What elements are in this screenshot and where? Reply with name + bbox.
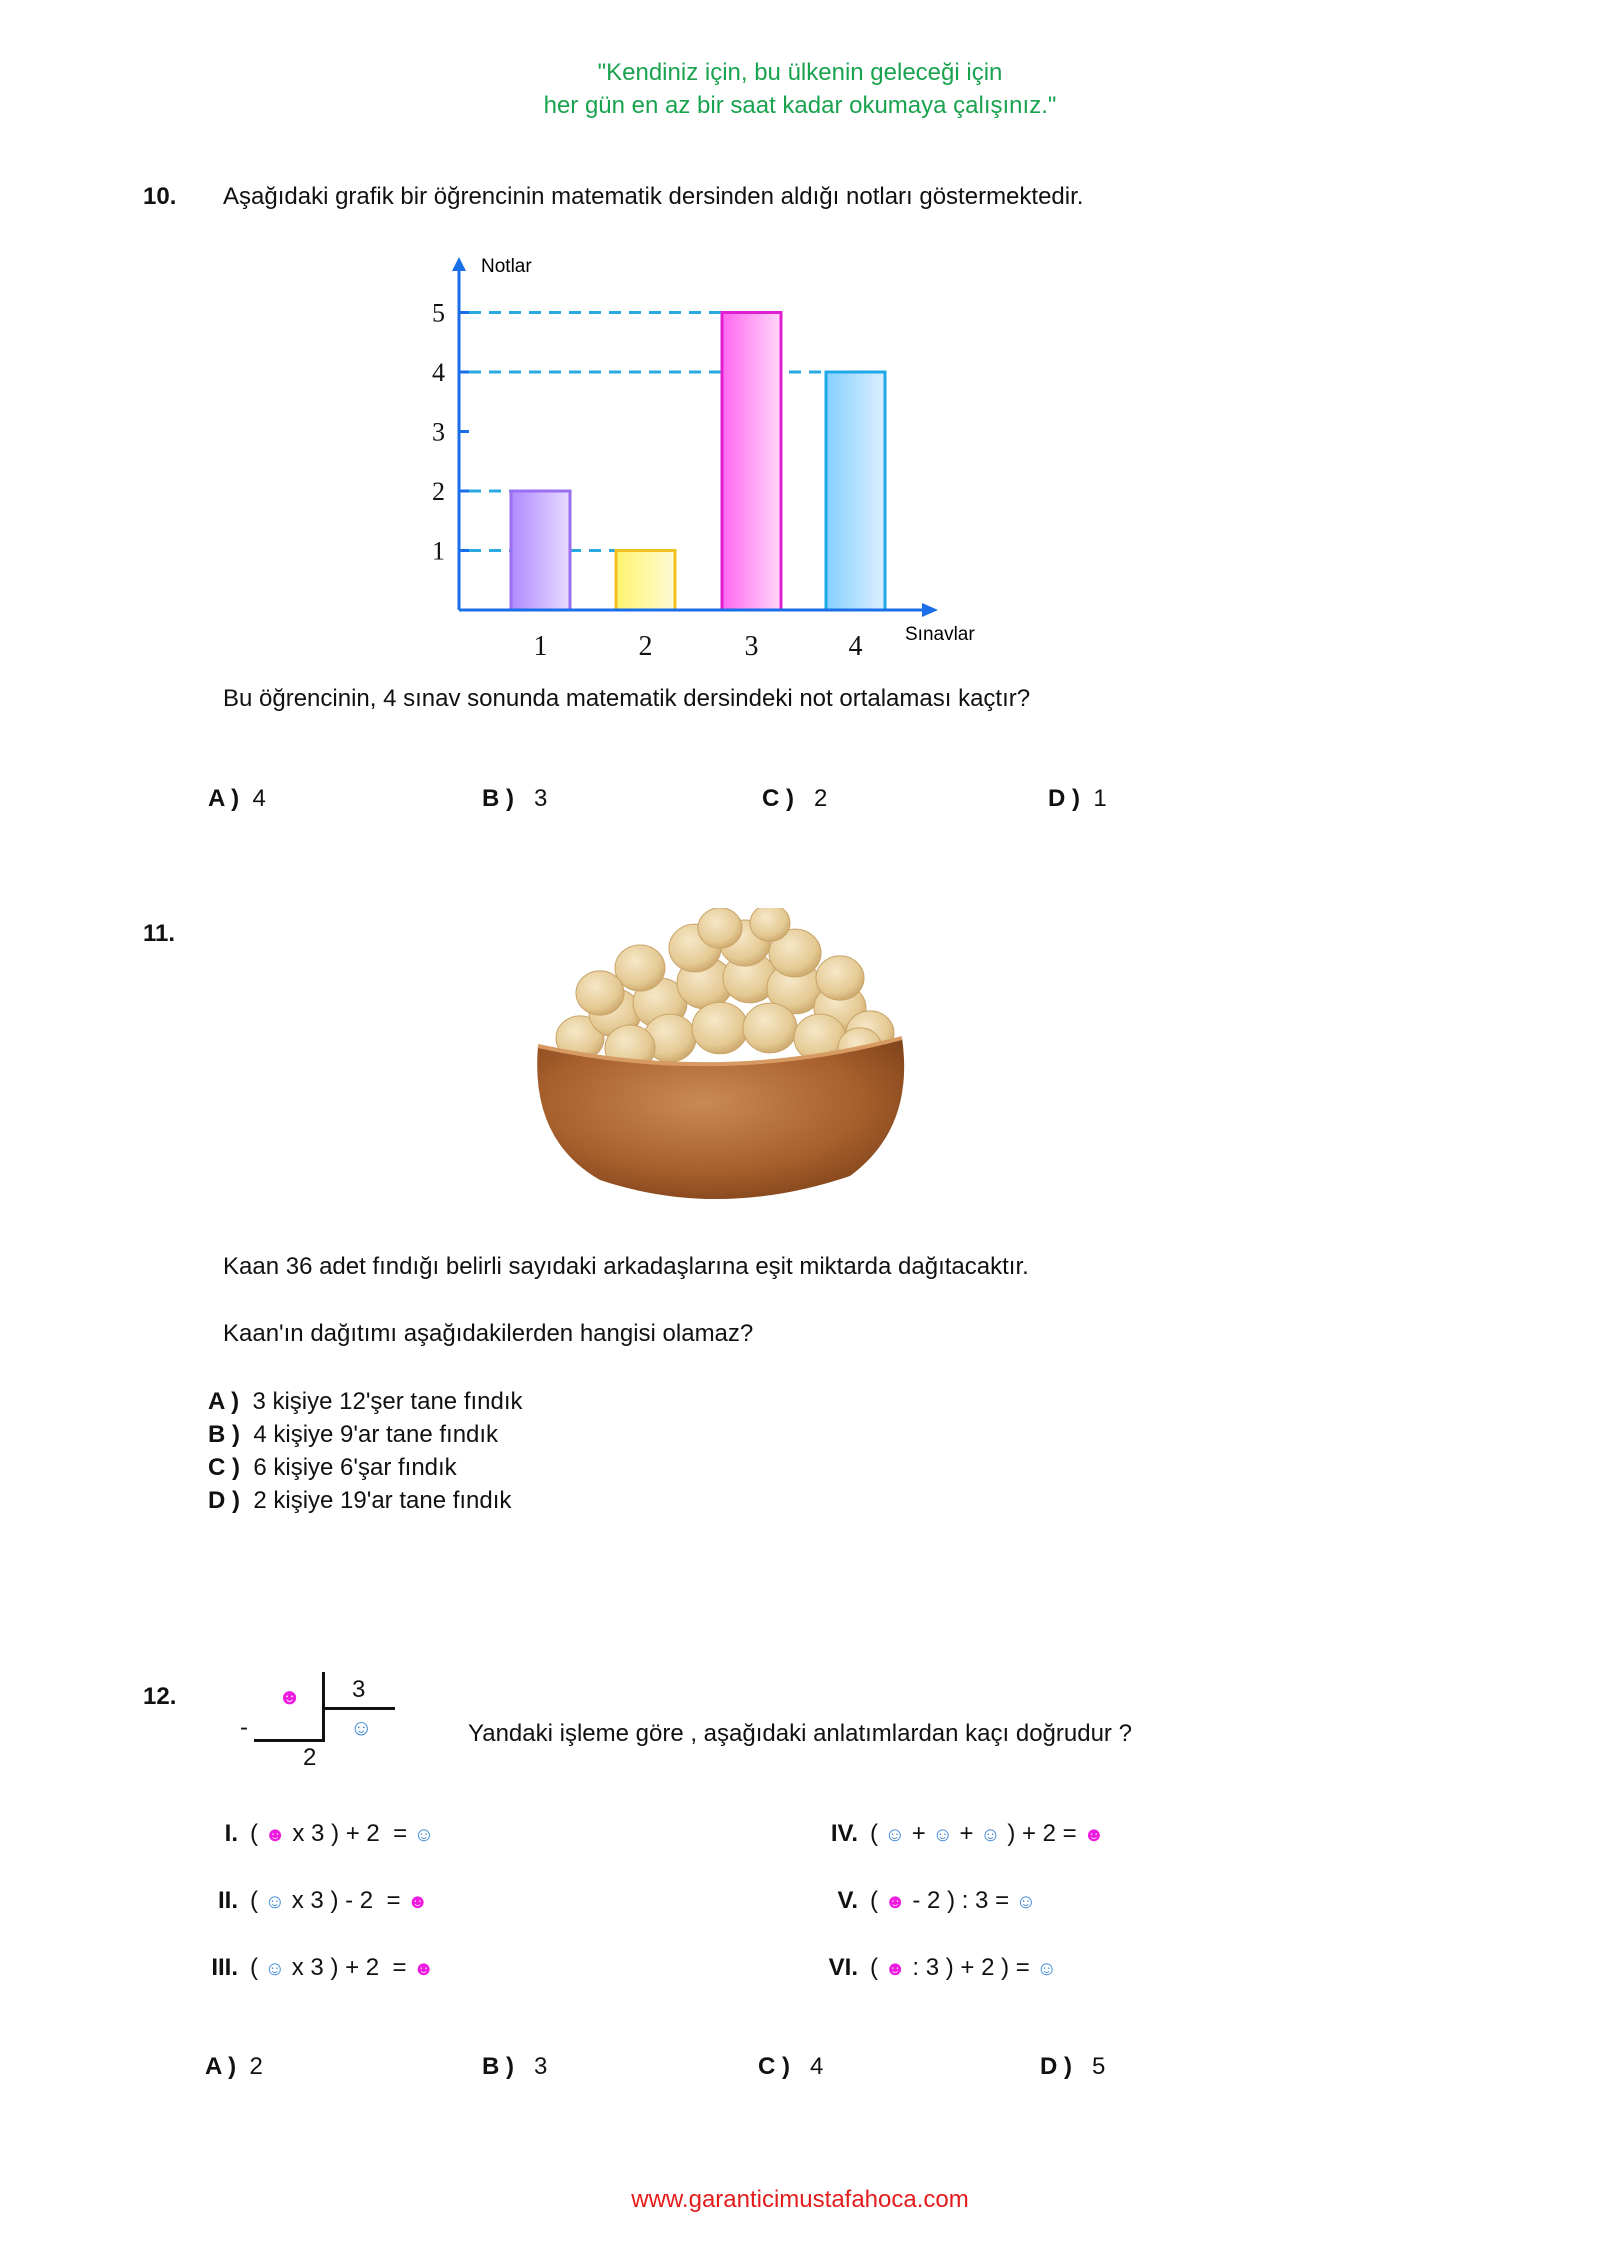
blue-smiley-icon: ☺ (264, 1958, 286, 1980)
question-12-number: 12. (143, 1683, 177, 1710)
hazelnut (698, 908, 742, 948)
hazelnut (816, 956, 864, 1000)
option-value: 3 (534, 785, 548, 812)
option-value: 4 (810, 2053, 824, 2080)
blue-smiley-icon: ☺ (1036, 1958, 1057, 1980)
option-value: 5 (1092, 2053, 1106, 2080)
option-value: 3 kişiye 12'şer tane fındık (252, 1388, 523, 1415)
x-tick-label: 1 (533, 631, 548, 662)
statement-roman-numeral: I. (224, 1820, 238, 1847)
x-axis-arrow-icon (922, 603, 938, 617)
division-minus: - (240, 1714, 248, 1741)
option-letter: A ) (208, 1388, 240, 1415)
y-tick-label: 1 (432, 536, 445, 566)
header-quote-line2: her gün en az bir saat kadar okumaya çalışınız." (543, 92, 1057, 119)
statement-text: ) + 2 = (1000, 1820, 1084, 1847)
statement-i (180, 1820, 434, 1848)
option-value: 4 (252, 785, 266, 812)
division-remainder: 2 (303, 1744, 317, 1771)
division-diagram (230, 1672, 450, 1782)
q12-option-c[interactable] (758, 2053, 823, 2081)
bar-exam-1 (511, 491, 570, 610)
statement-roman-numeral: V. (837, 1887, 858, 1914)
option-value: 3 (534, 2053, 548, 2080)
y-ticks (432, 299, 469, 566)
y-tick-label: 5 (432, 298, 445, 328)
question-11-text: Kaan'ın dağıtımı aşağıdakilerden hangisi olamaz? (223, 1320, 754, 1347)
q11-option-a[interactable] (208, 1388, 523, 1416)
hazelnuts (556, 908, 894, 1071)
blue-smiley-icon: ☺ (1015, 1891, 1037, 1913)
statement-text: - 2 ) : 3 = (905, 1887, 1016, 1914)
q12-option-a[interactable] (205, 2053, 263, 2081)
question-11-statement: Kaan 36 adet fındığı belirli sayıdaki arkadaşlarına eşit miktarda dağıtacaktır. (223, 1253, 1029, 1280)
bar-exam-3 (722, 313, 781, 611)
statement-text: ( (250, 1887, 265, 1914)
statement-text: ( (250, 1820, 265, 1847)
statement-text: ( (870, 1820, 885, 1847)
statement-text: + (952, 1820, 981, 1847)
pink-smiley-icon: ☻ (264, 1824, 286, 1846)
question-10-number: 10. (143, 183, 177, 210)
pink-smiley-icon: ☻ (413, 1958, 435, 1980)
question-10-text: Bu öğrencinin, 4 sınav sonunda matematik dersindeki not ortalaması kaçtır? (223, 685, 1031, 712)
y-axis-arrow-icon (452, 257, 466, 271)
q12-option-d[interactable] (1040, 2053, 1105, 2081)
option-value: 2 (814, 785, 828, 812)
option-value: 2 (249, 2053, 263, 2080)
y-tick-label: 3 (432, 417, 445, 447)
statement-text: ( (250, 1954, 265, 1981)
option-value: 6 kişiye 6'şar fındık (253, 1454, 457, 1481)
y-tick-label: 2 (432, 477, 445, 506)
x-tick-label: 3 (744, 631, 759, 662)
hazelnut (576, 971, 624, 1015)
blue-smiley-icon: ☺ (350, 1715, 373, 1740)
statement-text: x 3 ) + 2 = (285, 1820, 414, 1847)
statement-v (800, 1887, 1036, 1915)
x-axis-label: Sınavlar (905, 624, 975, 645)
hazelnut (743, 1003, 797, 1053)
statement-text: : 3 ) + 2 ) = (905, 1954, 1037, 1981)
option-value: 2 kişiye 19'ar tane fındık (253, 1487, 512, 1514)
x-tick-labels (534, 631, 863, 662)
statement-text: + (905, 1820, 933, 1847)
statement-roman-numeral: VI. (828, 1954, 858, 1981)
x-tick-label: 2 (638, 631, 653, 662)
blue-smiley-icon: ☺ (980, 1824, 1001, 1846)
pink-smiley-icon: ☻ (278, 1684, 302, 1709)
pink-smiley-icon: ☻ (884, 1958, 906, 1980)
bar-chart (0, 0, 1600, 700)
statement-roman-numeral: IV. (830, 1820, 858, 1847)
question-11-number: 11. (143, 920, 176, 947)
y-tick-label: 4 (432, 358, 445, 387)
option-letter: C ) (762, 785, 794, 812)
option-letter: C ) (208, 1454, 240, 1481)
q11-option-c[interactable] (208, 1454, 457, 1482)
q10-option-b[interactable] (482, 785, 547, 813)
statement-vi (800, 1954, 1057, 1982)
q12-option-b[interactable] (482, 2053, 547, 2081)
blue-smiley-icon: ☺ (413, 1824, 435, 1846)
q11-option-d[interactable] (208, 1487, 511, 1515)
x-tick-label: 4 (848, 631, 863, 662)
option-letter: A ) (208, 785, 240, 812)
hazelnut-bowl-image (520, 908, 920, 1218)
q10-option-d[interactable] (1048, 785, 1107, 813)
question-12-text: Yandaki işleme göre , aşağıdaki anlatımlardan kaçı doğrudur ? (468, 1720, 1132, 1747)
header-quote-line1: "Kendiniz için, bu ülkenin geleceği için (597, 59, 1003, 86)
blue-smiley-icon: ☺ (932, 1824, 953, 1846)
option-letter: B ) (482, 785, 514, 812)
statement-text: ( (870, 1887, 885, 1914)
statement-iv (800, 1820, 1104, 1848)
division-divisor-line (325, 1707, 395, 1710)
bars (511, 313, 885, 611)
statement-roman-numeral: II. (217, 1887, 238, 1914)
option-letter: D ) (208, 1487, 240, 1514)
division-subtract-line (254, 1739, 325, 1742)
y-axis-label: Notlar (481, 256, 532, 277)
pink-smiley-icon: ☻ (1083, 1824, 1105, 1846)
bar-exam-2 (616, 551, 675, 611)
option-letter: C ) (758, 2053, 790, 2080)
statement-iii (180, 1954, 434, 1982)
bar-exam-4 (826, 372, 885, 610)
q10-option-a[interactable] (208, 785, 266, 813)
q11-option-b[interactable] (208, 1421, 498, 1449)
option-letter: D ) (1048, 785, 1080, 812)
option-value: 1 (1093, 785, 1107, 812)
statement-roman-numeral: III. (211, 1954, 238, 1981)
hazelnut (692, 1002, 748, 1054)
blue-smiley-icon: ☺ (264, 1891, 286, 1913)
option-letter: A ) (205, 2053, 237, 2080)
footer-website-link[interactable]: www.garanticimustafahoca.com (631, 2186, 969, 2213)
division-divisor: 3 (352, 1676, 366, 1703)
option-letter: B ) (208, 1421, 240, 1448)
hazelnut (750, 908, 790, 941)
pink-smiley-icon: ☻ (407, 1891, 429, 1913)
option-letter: D ) (1040, 2053, 1072, 2080)
statement-ii (180, 1887, 428, 1915)
option-letter: B ) (482, 2053, 514, 2080)
q10-option-c[interactable] (762, 785, 827, 813)
statement-text: x 3 ) + 2 = (285, 1954, 414, 1981)
option-value: 4 kişiye 9'ar tane fındık (253, 1421, 499, 1448)
blue-smiley-icon: ☺ (884, 1824, 906, 1846)
statement-text: ( (870, 1954, 885, 1981)
question-10-prompt: Aşağıdaki grafik bir öğrencinin matematik dersinden aldığı notları göstermektedir. (223, 183, 1084, 210)
statement-text: x 3 ) - 2 = (285, 1887, 408, 1914)
pink-smiley-icon: ☻ (884, 1891, 906, 1913)
